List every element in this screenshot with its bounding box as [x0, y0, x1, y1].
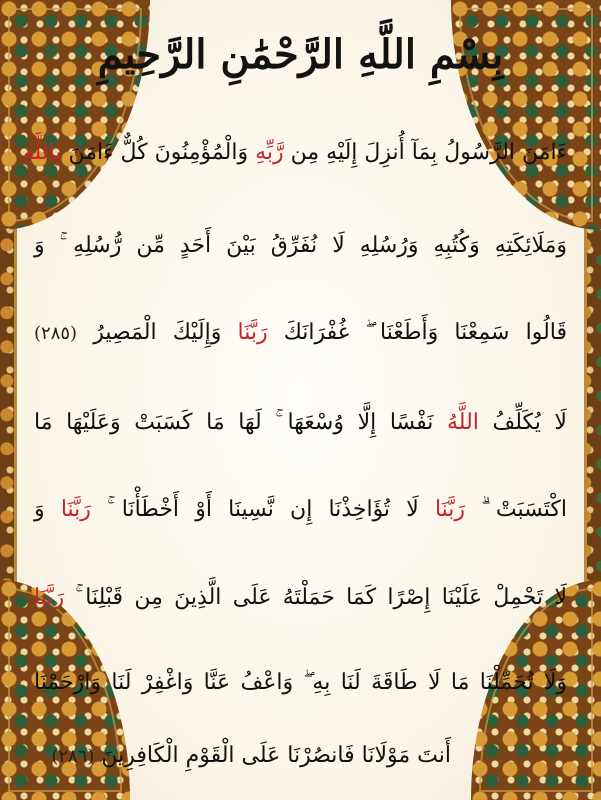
- verse-number-285: (٢٨٥): [34, 323, 78, 344]
- verse-text: وَالْمُؤْمِنُونَ كُلٌّ ءَامَنَ: [61, 140, 256, 165]
- verse-text: اكْتَسَبَتْ ۗ: [465, 497, 567, 522]
- divine-name-highlight: رَبَّنَا: [237, 320, 268, 345]
- verse-text: لَا تُؤَاخِذْنَا إِن نَّسِينَا أَوْ أَخْطَأْنَا ۚ: [90, 497, 435, 522]
- verse-text: وَمَلَائِكَتِهِ وَكُتُبِهِ وَرُسُلِهِ لَا نُفَرِّقُ بَيْنَ أَحَدٍ مِّن رُّسُلِهِ ۚ وَ: [34, 233, 567, 258]
- verse-text: ءَامَنَ الرَّسُولُ بِمَآ أُنزِلَ إِلَيْهِ مِن: [283, 140, 567, 165]
- verse-text: وَإِلَيْكَ الْمَصِيرُ: [93, 320, 238, 345]
- verse-line-4: [34, 405, 567, 441]
- verse-line-8: [51, 738, 451, 775]
- verse-line-2: [34, 228, 567, 264]
- verse-line-3: [34, 315, 567, 352]
- verse-line-1: [22, 135, 567, 171]
- verse-text: وَلَا تُحَمِّلْنَا مَا لَا طَاقَةَ لَنَا بِهِ ۖ وَاعْفُ عَنَّا وَاغْفِرْ لَنَا وَارْحَمْنَا: [34, 670, 567, 695]
- verse-number-286: (٢٨٦): [51, 746, 95, 767]
- verse-text: قَالُوا سَمِعْنَا وَأَطَعْنَا ۖ غُفْرَانَكَ: [267, 320, 568, 345]
- divine-name-highlight: اللَّهُ: [447, 410, 479, 435]
- basmala-calligraphy: بِسْمِ اللَّهِ الرَّحْمَٰنِ الرَّحِيمِ: [97, 31, 504, 78]
- verse-text: نَفْسًا إِلَّا وُسْعَهَا ۚ لَهَا مَا كَسَبَتْ وَعَلَيْهَا مَا: [34, 410, 447, 435]
- verse-line-6: [34, 580, 567, 616]
- verse-line-5: [34, 492, 567, 528]
- divine-name-highlight: رَّبِّهِ: [255, 140, 284, 165]
- verse-text: أَنتَ مَوْلَانَا فَانصُرْنَا عَلَى الْقَوْمِ الْكَافِرِينَ: [101, 743, 451, 768]
- verse-text: وَ: [34, 497, 61, 522]
- divine-name-highlight: رَبَّنَا: [34, 585, 65, 610]
- verse-text: لَا يُكَلِّفُ: [478, 410, 567, 435]
- divine-name-highlight: رَبَّنَا: [60, 497, 91, 522]
- verse-text: لَا تَحْمِلْ عَلَيْنَا إِصْرًا كَمَا حَمَلْتَهُ عَلَى الَّذِينَ مِن قَبْلِنَا ۚ: [64, 585, 567, 610]
- verse-line-7: [34, 665, 567, 701]
- divine-name-highlight: بِاللَّهِ: [22, 140, 62, 165]
- divine-name-highlight: رَبَّنَا: [434, 497, 466, 522]
